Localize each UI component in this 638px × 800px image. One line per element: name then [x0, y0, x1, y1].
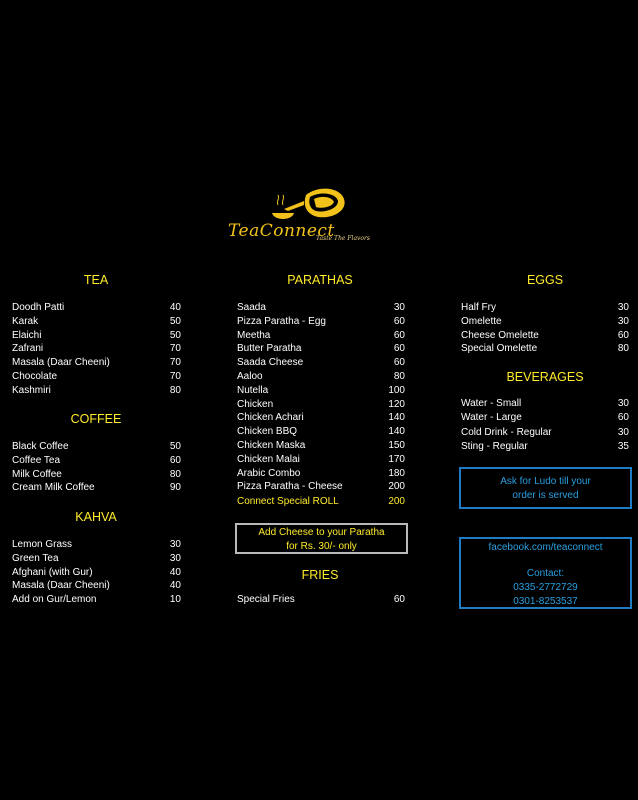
menu-item-price: 80 [169, 384, 181, 396]
section-title-coffee: COFFEE [70, 412, 122, 426]
menu-item-price: 140 [388, 426, 405, 438]
contact-label: Contact: [526, 568, 565, 579]
menu-item-price: 70 [169, 343, 181, 355]
menu-item-name: Cold Drink - Regular [461, 426, 552, 438]
menu-item-name: Black Coffee [12, 441, 69, 452]
menu-item-name: Cream Milk Coffee [12, 482, 95, 494]
menu-item-price: 80 [617, 343, 629, 355]
menu-item-price: 100 [388, 384, 405, 396]
menu-item-price: 50 [169, 329, 181, 341]
menu-item-name: Chicken [237, 398, 274, 410]
menu-item-name: Pizza Paratha - Cheese [237, 481, 343, 493]
menu-item-name: Karak [12, 315, 39, 327]
menu-item-price: 70 [169, 357, 181, 369]
cheese-offer-line2: for Rs. 30/- only [286, 541, 357, 552]
menu-item-name: Chicken Maska [237, 440, 306, 451]
contact-phone-2[interactable]: 0301-8253537 [513, 596, 578, 607]
section-title-eggs: EGGS [526, 273, 564, 287]
ludo-line1: Ask for Ludo till your [500, 476, 591, 487]
menu-item-price: 60 [393, 594, 405, 605]
menu-item-name: Chicken Malai [237, 453, 300, 465]
menu-item-name: Half Fry [461, 302, 496, 313]
menu-item-name: Milk Coffee [12, 468, 62, 480]
menu-item-name: Masala (Daar Cheeni) [12, 580, 110, 592]
menu-item-name: Saada Cheese [237, 357, 304, 369]
section-title-beverages: BEVERAGES [506, 370, 584, 384]
menu-item-price: 50 [169, 441, 181, 452]
menu-item-price: 30 [169, 552, 181, 564]
menu-item-name: Special Omelette [461, 343, 538, 355]
menu-item-price: 140 [388, 412, 405, 424]
menu-item-price: 170 [388, 453, 405, 465]
menu-item-price: 80 [393, 371, 405, 382]
menu-item-name: Chocolate [12, 371, 58, 382]
menu-item-price: 60 [617, 329, 629, 341]
section-title-fries: FRIES [301, 568, 339, 582]
section-title-kahva: KAHVA [75, 510, 117, 524]
menu-item-price: 40 [169, 302, 181, 313]
menu-item-name: Elaichi [12, 329, 42, 341]
brand-tagline: Taste The Flavors [316, 235, 370, 242]
menu-item-name: Pizza Paratha - Egg [237, 315, 326, 327]
menu-item-name: Butter Paratha [237, 343, 302, 355]
menu-item-name: Sting - Regular [461, 440, 528, 452]
menu-item-price: 120 [388, 398, 405, 410]
menu-item-price: 60 [393, 315, 405, 327]
section-title-tea: TEA [83, 273, 109, 287]
section-title-parathas: PARATHAS [287, 273, 353, 287]
menu-item-price: 60 [169, 454, 181, 466]
special-roll-price: 200 [388, 496, 405, 507]
brand-name: TeaConnect [228, 221, 335, 241]
menu-item-price: 30 [617, 426, 629, 438]
menu-item-price: 40 [169, 566, 181, 578]
menu-item-price: 40 [169, 580, 181, 592]
menu-item-name: Water - Small [461, 398, 522, 409]
menu-item-name: Cheese Omelette [461, 329, 539, 341]
menu-item-name: Nutella [237, 384, 269, 396]
menu-item-price: 60 [393, 343, 405, 355]
cheese-offer-line1: Add Cheese to your Paratha [258, 527, 385, 538]
ludo-line2: order is served [512, 490, 579, 501]
menu-item-price: 60 [393, 357, 405, 369]
menu-item-price: 35 [617, 440, 629, 452]
menu-item-price: 150 [388, 440, 405, 451]
menu-item-name: Aaloo [237, 371, 263, 382]
menu-item-price: 90 [169, 482, 181, 494]
special-roll-name: Connect Special ROLL [237, 496, 339, 507]
menu-item-name: Special Fries [237, 594, 295, 605]
contact-phone-1[interactable]: 0335-2772729 [513, 582, 578, 593]
menu-item-price: 60 [393, 329, 405, 341]
menu-item-price: 180 [388, 467, 405, 479]
menu-item-name: Chicken Achari [237, 412, 304, 424]
menu-item-price: 10 [169, 594, 181, 606]
menu-item-price: 80 [169, 468, 181, 480]
menu-item-name: Saada [237, 302, 266, 313]
menu-item-name: Arabic Combo [237, 467, 301, 479]
menu-item-name: Add on Gur/Lemon [12, 594, 97, 606]
menu-item-name: Water - Large [461, 412, 522, 424]
menu-item-name: Afghani (with Gur) [12, 566, 93, 578]
menu-item-name: Doodh Patti [12, 302, 65, 313]
menu-item-price: 200 [388, 481, 405, 493]
menu-item-price: 60 [617, 412, 629, 424]
ludo-box [459, 467, 632, 509]
menu-item-name: Meetha [237, 329, 271, 341]
menu-item-name: Zafrani [12, 343, 44, 355]
menu-item-name: Lemon Grass [12, 539, 73, 550]
menu-item-name: Green Tea [12, 552, 59, 564]
menu-item-price: 30 [169, 539, 181, 550]
brand-logo [228, 183, 388, 245]
menu-item-name: Kashmiri [12, 384, 51, 396]
menu-item-name: Coffee Tea [12, 454, 61, 466]
menu-item-price: 50 [169, 315, 181, 327]
menu-item-price: 30 [617, 302, 629, 313]
menu-item-name: Omelette [461, 315, 502, 327]
menu-item-price: 30 [617, 398, 629, 409]
menu-item-price: 70 [169, 371, 181, 382]
menu-item-name: Masala (Daar Cheeni) [12, 357, 110, 369]
contact-box [459, 537, 632, 609]
menu-item-price: 30 [617, 315, 629, 327]
cheese-offer-box [235, 523, 408, 554]
menu-item-name: Chicken BBQ [237, 426, 298, 438]
menu-item-price: 30 [393, 302, 405, 313]
facebook-link[interactable]: facebook.com/teaconnect [488, 542, 603, 553]
